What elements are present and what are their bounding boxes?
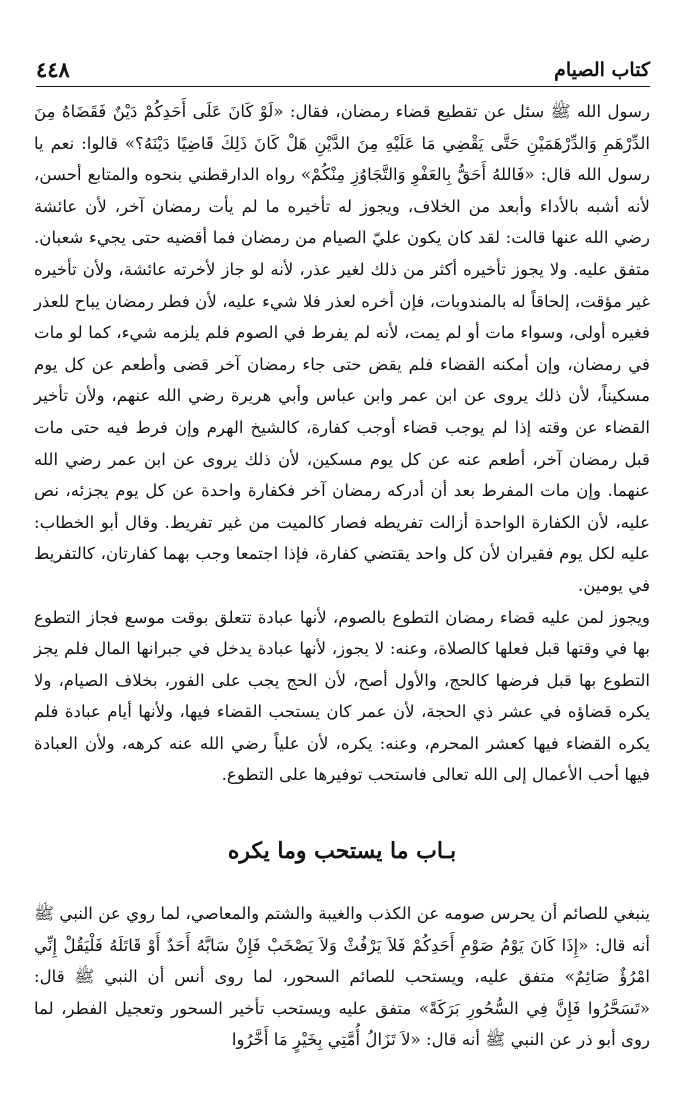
main-text: [34, 96, 650, 791]
chapter-heading: بـاب ما يستحب وما يكره: [227, 838, 457, 864]
paragraph-voluntary-fasting: ويجوز لمن عليه قضاء رمضان التطوع بالصوم، لأنها عبادة تتعلق بوقت موسع فجاز التطوع بها في وقتها قبل فعلها كالصلاة، وعنه: لا يجوز، لأنها عبادة يدخل في جبرانها المال فلم يجز التطوع بها قبل فرضها كالحج، والأول أصح، لأن الحج يجب على الفور، بخلاف الصيام، ولا يكره قضاؤه في عشر ذي الحجة، لأن عمر كان يستحب القضاء فيها، ولأنها أيام عبادة فلم يكره القضاء فيها كعشر المحرم، وعنه: يكره، لأن علياً رضي الله عنه كرهه، ولأن العبادة فيها أحب الأعمال إلى الله تعالى فاستحب توفيرها على التطوع.: [34, 607, 650, 785]
paragraph-fasting-makeup: رسول الله ﷺ سئل عن تقطيع قضاء رمضان، فقال: «لَوْ كَانَ عَلَى أَحَدِكُمْ دَيْنٌ فَقَضَاهُ مِنَ الدِّرْهَمِ وَالدِّرْهَمَيْنِ حَتَّى يَقْضِي مَا عَلَيْهِ مِنَ الدَّيْنِ هَلْ كَانَ ذَلِكَ قَاضِيًا دَيْنَهُ؟» قالوا: نعم يا رسول الله قال: «فَاللهُ أَحَقُّ بِالعَفْوِ وَالتَّجَاوُزِ مِنْكُمْ» رواه الدارقطني بنحوه والمتابع أحسن، لأنه أشبه بالأداء وأبعد من الخلاف، ويجوز له تأخيره ما لم يأت رمضان آخر، لأن عائشة رضي الله عنها قالت: لقد كان يكون عليّ الصيام من رمضان فما أقضيه حتى يجيء شعبان. متفق عليه. ولا يجوز تأخيره أكثر من ذلك لغير عذر، لأنه لو جاز لأخرته عائشة، ولأن تأخيره غير مؤقت، إلحاقاً له بالمندوبات، فإن أخره لعذر فلا شيء عليه، لأن فطر رمضان يباح للعذر فغيره أولى، وسواء مات أو لم يمت، لأنه لم يفرط في الصوم فلم يلزمه شيء، كما لو مات في رمضان، وإن أمكنه القضاء فلم يقض حتى جاء رمضان آخر قضى وأطعم عن كل يوم مسكيناً، لأن ذلك يروى عن ابن عمر وابن عباس وأبي هريرة رضي الله عنهم، ولأن تأخير القضاء عن وقته إذا لم يوجب قضاء أوجب كفارة، كالشيخ الهرم وإن فرط فيه حتى مات قبل رمضان آخر، أطعم عنه عن كل يوم مسكين، لأن ذلك يروى عن ابن عمر رضي الله عنهما. وإن مات المفرط بعد أن أدركه رمضان آخر فكفارة واحدة عن كل يوم يجزئه، نص عليه، لأن الكفارة الواحدة أزالت تفريطه فصار كالميت من غير تفريط. وقال أبو الخطاب: عليه لكل يوم فقيران لأن كل واحد يقتضي كفارة، فإذا اجتمعا وجب بهما كفارتان، كالتفريط في يومين.: [34, 102, 650, 595]
running-header: [36, 52, 650, 87]
book-title: كتاب الصيام: [554, 59, 650, 81]
page-number: ٤٤٨: [36, 57, 70, 82]
chapter-text: [34, 898, 650, 1056]
paragraph-recommended: ينبغي للصائم أن يحرس صومه عن الكذب والغيبة والشتم والمعاصي، لما روي عن النبي ﷺ أنه قال: «إِذَا كَانَ يَوْمُ صَوْمِ أَحَدِكُمْ فَلاَ يَرْفُثْ وَلاَ يَصْخَبْ فَإِنْ سَابَّهُ أَحَدٌ أَوْ قَاتَلَهُ فَلْيَقُلْ إِنِّي امْرُؤٌ صَائِمٌ» متفق عليه، ويستحب للصائم السحور، لما روى أنس أن النبي ﷺ قال: «تَسَحَّرُوا فَإِنَّ فِي السُّحُورِ بَرَكَةً» متفق عليه ويستحب تأخير السحور وتعجيل الفطر، لما روى أبو ذر عن النبي ﷺ أنه قال: «لاَ تَزَالُ أُمَّتِي بِخَيْرٍ مَا أَخَّرُوا: [34, 904, 650, 1050]
